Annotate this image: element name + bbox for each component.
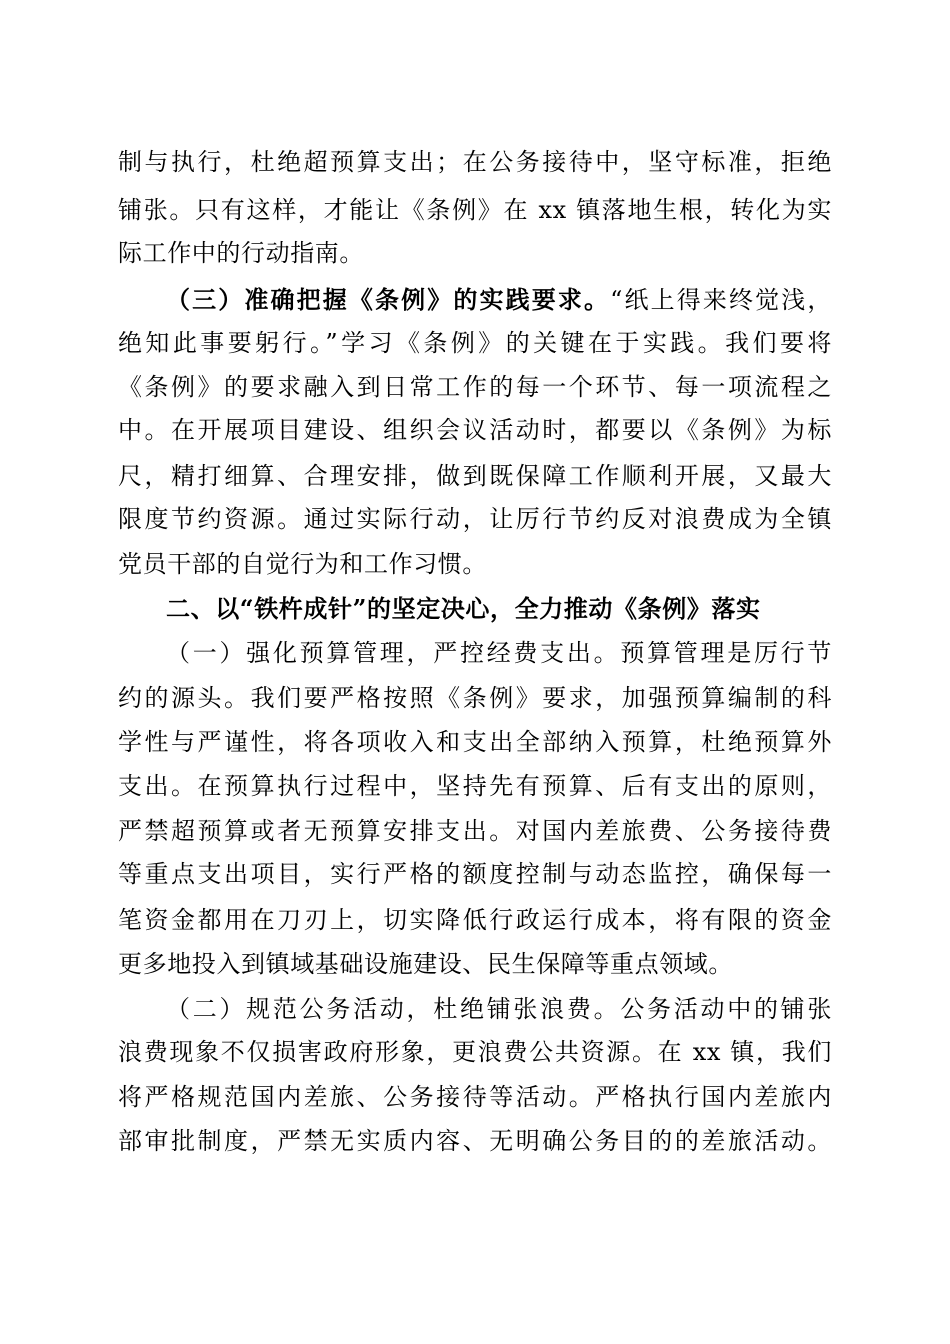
para2-line-4: 中。在开展项目建设、组织会议活动时，都要以《条例》为标 (118, 416, 832, 444)
para2-line-6: 限度节约资源。通过实际行动，让厉行节约反对浪费成为全镇 (118, 505, 832, 533)
para4-line-3: 将严格规范国内差旅、公务接待等活动。严格执行国内差旅内 (118, 1083, 832, 1111)
para2-line-7: 党员干部的自觉行为和工作习惯。 (118, 550, 487, 578)
para4-line-1: （二）规范公务活动，杜绝铺张浪费。公务活动中的铺张 (166, 995, 832, 1023)
para1-line-2: 铺张。只有这样，才能让《条例》在 xx 镇落地生根，转化为实 (118, 196, 832, 224)
para2-line-1-rest: “纸上得来终觉浅， (610, 286, 832, 314)
para2-line-3: 《条例》的要求融入到日常工作的每一个环节、每一项流程之 (118, 373, 832, 401)
para3-line-5: 严禁超预算或者无预算安排支出。对国内差旅费、公务接待费 (118, 817, 832, 845)
para3-line-8: 更多地投入到镇域基础设施建设、民生保障等重点领域。 (118, 950, 733, 978)
para3-line-2: 约的源头。我们要严格按照《条例》要求，加强预算编制的科 (118, 684, 832, 712)
para3-line-3: 学性与严谨性，将各项收入和支出全部纳入预算，杜绝预算外 (118, 728, 832, 756)
para4-line-4: 部审批制度，严禁无实质内容、无明确公务目的的差旅活动。 (118, 1127, 832, 1155)
para1-line-3: 际工作中的行动指南。 (118, 239, 364, 267)
para3-line-1: （一）强化预算管理，严控经费支出。预算管理是厉行节 (166, 639, 832, 667)
para3-line-4: 支出。在预算执行过程中，坚持先有预算、后有支出的原则， (118, 772, 832, 800)
para3-line-7: 笔资金都用在刀刃上，切实降低行政运行成本，将有限的资金 (118, 906, 832, 934)
para1-line-1: 制与执行，杜绝超预算支出；在公务接待中，坚守标准，拒绝 (118, 148, 832, 176)
para3-line-6: 等重点支出项目，实行严格的额度控制与动态监控，确保每一 (118, 860, 832, 888)
para2-line-2: 绝知此事要躬行。”学习《条例》的关键在于实践。我们要将 (118, 329, 832, 357)
para2-subheading: （三）准确把握《条例》的实践要求。 (166, 285, 611, 314)
section-heading-2: 二、以“铁杵成针”的坚定决心，全力推动《条例》落实 (166, 594, 761, 623)
para2-line-5: 尺，精打细算、合理安排，做到既保障工作顺利开展，又最大 (118, 462, 832, 490)
para4-line-2: 浪费现象不仅损害政府形象，更浪费公共资源。在 xx 镇，我们 (118, 1038, 832, 1066)
para2-line-1 (166, 285, 832, 315)
